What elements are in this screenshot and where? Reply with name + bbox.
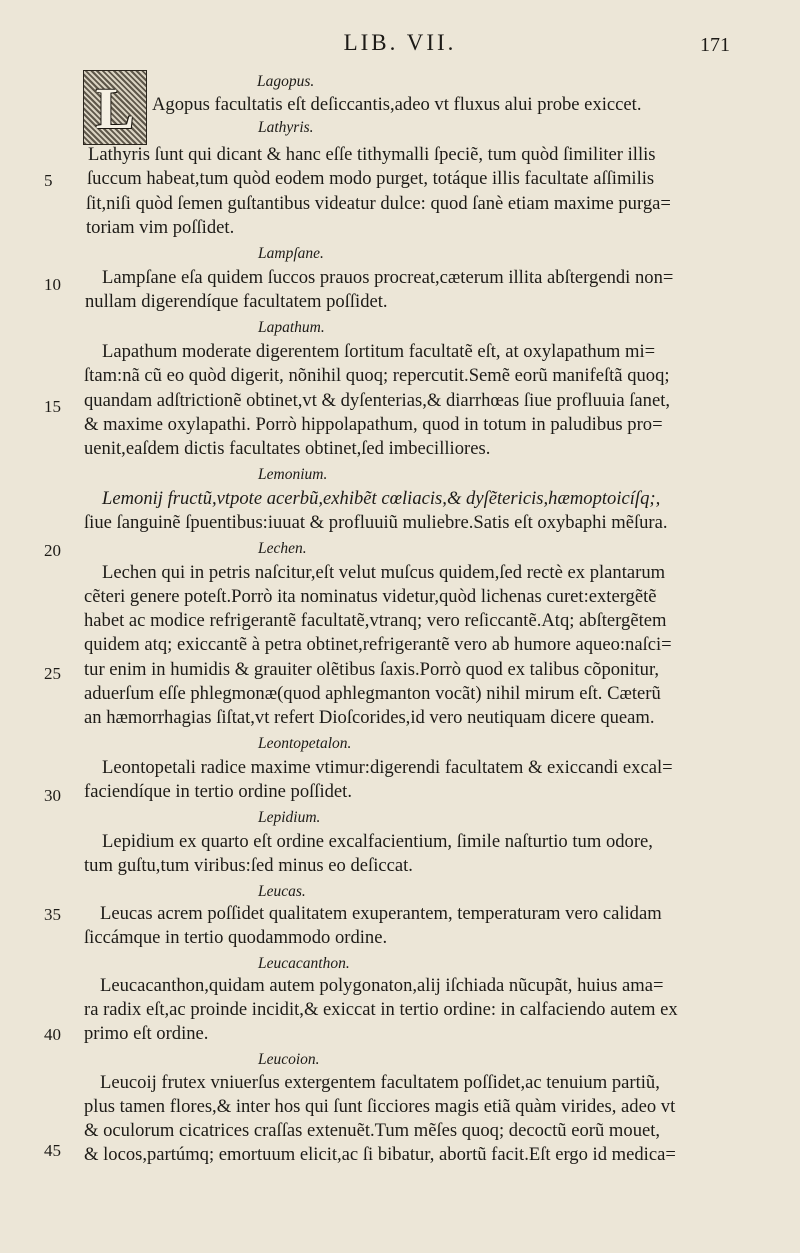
text-line: Lapathum moderate digerentem ſortitum facultatẽ eſt, at oxylapathum mi= — [102, 341, 656, 362]
entry-heading: Leucoion. — [258, 1051, 320, 1068]
line-number: 35 — [44, 905, 61, 924]
text-line: plus tamen flores,& inter hos qui ſunt ſicciores magis etiã quàm virides, adeo vt — [84, 1096, 676, 1117]
running-title: LIB. VII. — [343, 30, 457, 55]
text-line: ſtam:nã cũ eo quòd digerit, nõnihil quoq; repercutit.Semẽ eorũ manifeſtã quoq; — [84, 365, 670, 386]
text-line: & maxime oxylapathi. Porrò hippolapathum, quod in totum in paludibus pro= — [84, 414, 663, 435]
entry-heading: Lapathum. — [258, 319, 325, 336]
initial-letter: L — [95, 76, 135, 141]
page-number: 171 — [700, 34, 730, 56]
text-line: ſit,niſi quòd ſemen guſtantibus videatur dulce: quod ſanè etiam maxime purga= — [86, 193, 671, 214]
line-number: 20 — [44, 541, 61, 560]
text-line: ſuccum habeat,tum quòd eodem modo purget, totáque illis facultate aſſimilis — [87, 168, 655, 189]
text-line: Lathyris ſunt qui dicant & hanc eſſe tithymalli ſpeciẽ, tum quòd ſimiliter illis — [88, 144, 656, 165]
entry-heading: Leucacanthon. — [258, 955, 350, 972]
entry-heading: Lemonium. — [258, 466, 328, 483]
entry-heading: Leontopetalon. — [258, 735, 352, 752]
text-line: habet ac modice refrigerantẽ facultatẽ,vtranq; vero reſiccantẽ.Atq; abſtergẽtem — [84, 610, 667, 631]
text-line: cẽteri genere poteſt.Porrò ita nominatus videtur,quòd lichenas curet:extergẽtẽ — [84, 586, 657, 607]
line-number: 10 — [44, 275, 61, 294]
text-line: Leucacanthon,quidam autem polygonaton,alij iſchiada nũcupãt, huius ama= — [100, 975, 664, 996]
text-line: nullam digerendíque facultatem poſſidet. — [85, 291, 388, 312]
text-line: faciendíque in tertio ordine poſſidet. — [84, 781, 352, 802]
line-number: 25 — [44, 664, 61, 683]
line-number: 45 — [44, 1141, 61, 1160]
entry-heading: Lampſane. — [258, 245, 324, 262]
text-line: tum guſtu,tum viribus:ſed minus eo deſiccat. — [84, 855, 413, 876]
text-line: ſiue ſanguinẽ ſpuentibus:iuuat & profluuiũ muliebre.Satis eſt oxybaphi mẽſura. — [84, 512, 668, 533]
text-line: quandam adſtrictionẽ obtinet,vt & dyſenterias,& diarrhœas ſiue profluuia ſanet, — [84, 390, 671, 411]
text-line: Agopus facultatis eſt deſiccantis,adeo vt fluxus alui probe exiccet. — [152, 94, 642, 115]
text-line: an hæmorrhagias ſiſtat,vt refert Dioſcorides,id vero neutiquam dicere queam. — [84, 707, 655, 728]
text-line: Lemonij fructũ,vtpote acerbũ,exhibẽt cœliacis,& dyſẽtericis,hæmoptoicíſq;, — [102, 488, 661, 509]
entry-heading: Lathyris. — [258, 119, 314, 136]
text-line: Leucas acrem poſſidet qualitatem exuperantem, temperaturam vero calidam — [100, 903, 662, 924]
line-number: 15 — [44, 397, 61, 416]
text-line: Lechen qui in petris naſcitur,eſt velut muſcus quidem,ſed rectè ex plantarum — [102, 562, 666, 583]
text-line: Lepidium ex quarto eſt ordine excalfacientium, ſimile naſturtio tum odore, — [102, 831, 653, 852]
entry-heading: Lechen. — [258, 540, 307, 557]
text-line: Leucoij frutex vniuerſus extergentem facultatem poſſidet,ac tenuium partiũ, — [100, 1072, 660, 1093]
text-line: primo eſt ordine. — [84, 1023, 209, 1044]
text-line: Lampſane eſa quidem ſuccos prauos procreat,cæterum illita abſtergendi non= — [102, 267, 674, 288]
text-line: Leontopetali radice maxime vtimur:digerendi facultatem & exiccandi excal= — [102, 757, 673, 778]
entry-heading: Leucas. — [258, 883, 306, 900]
text-line: uenit,eaſdem dictis facultates obtinet,ſed imbecilliores. — [84, 438, 491, 459]
decorated-initial — [83, 70, 147, 145]
text-line: & locos,partúmq; emortuum elicit,ac ſi bibatur, abortũ facit.Eſt ergo id medica= — [84, 1144, 676, 1165]
entry-heading: Lagopus. — [257, 73, 315, 90]
line-number: 40 — [44, 1025, 61, 1044]
entry-heading: Lepidium. — [258, 809, 321, 826]
text-line: quidem atq; exiccantẽ à petra obtinet,refrigerantẽ vero ab humore aqueo:naſci= — [84, 634, 672, 655]
text-line: & oculorum cicatrices craſſas extenuẽt.Tum mẽſes quoq; decoctũ eorũ mouet, — [84, 1120, 661, 1141]
line-number: 30 — [44, 786, 61, 805]
line-number: 5 — [44, 171, 53, 190]
text-line: toriam vim poſſidet. — [86, 217, 235, 238]
text-line: tur enim in humidis & grauiter olẽtibus ſaxis.Porrò quod ex talibus cõponitur, — [84, 659, 660, 680]
text-line: ſiccámque in tertio quodammodo ordine. — [84, 927, 388, 948]
text-line: ra radix eſt,ac proinde incidit,& exiccat in tertio ordine: in calfaciendo autem ex — [84, 999, 678, 1020]
text-line: aduerſum eſſe phlegmonæ(quod aphlegmanton vocãt) nihil mirum eſt. Cæterũ — [84, 683, 661, 704]
